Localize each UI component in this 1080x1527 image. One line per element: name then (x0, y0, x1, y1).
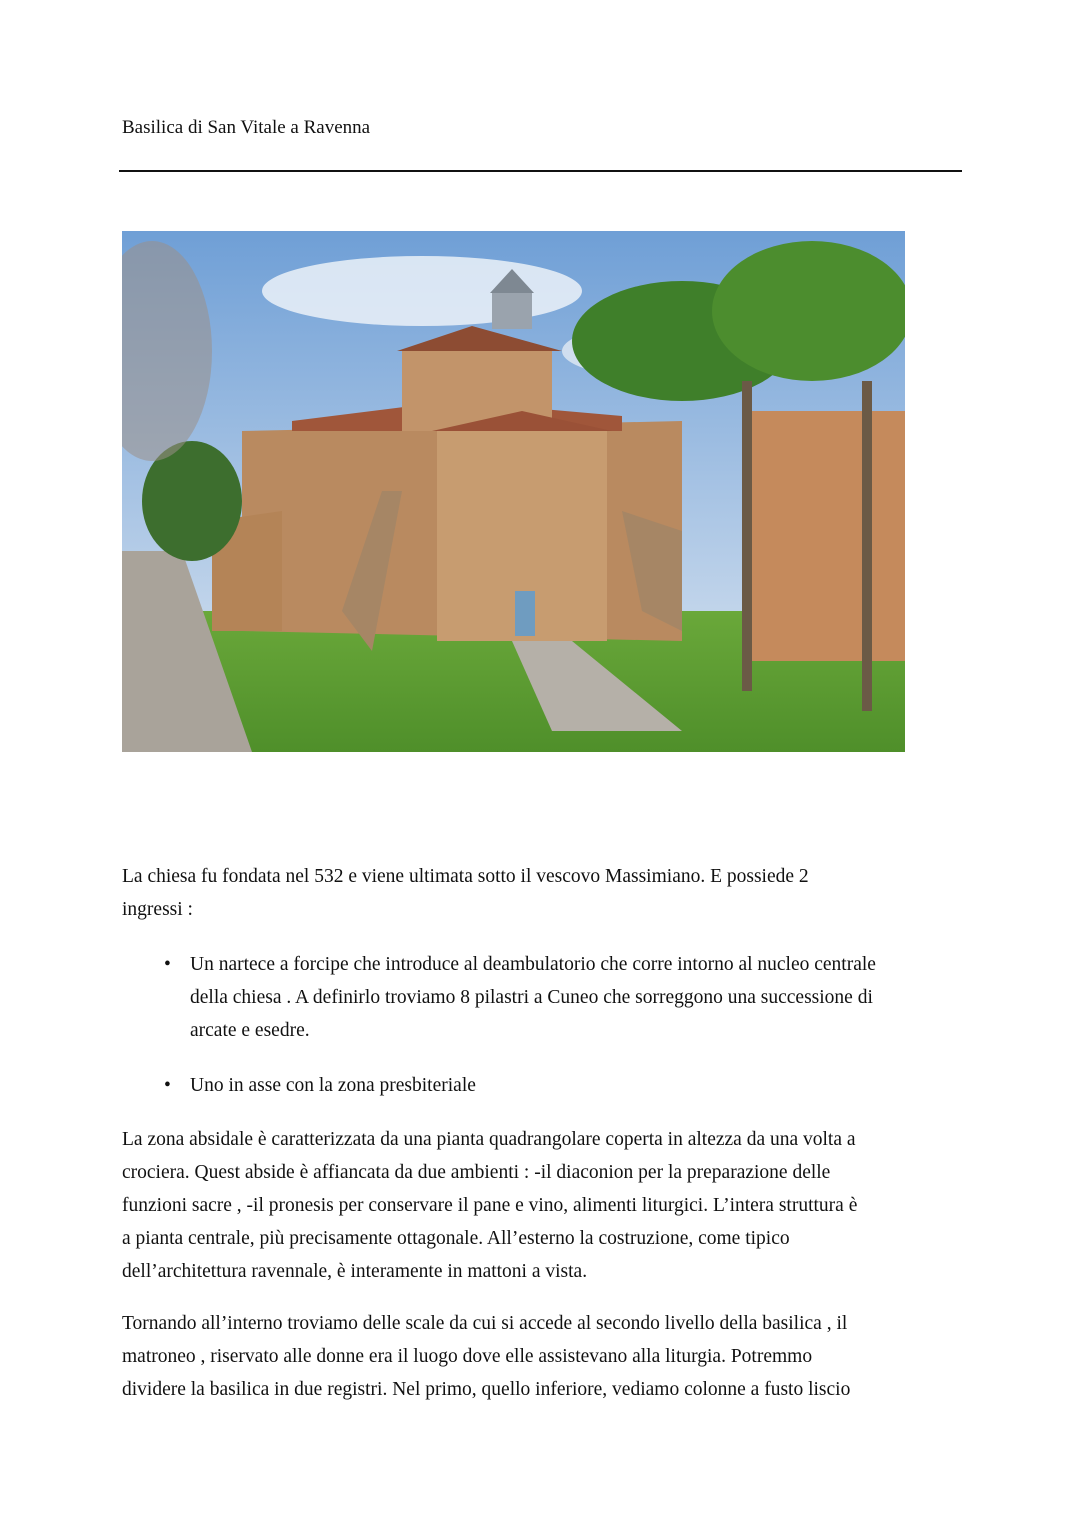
text-line: crociera. Quest abside è affiancata da due ambienti : -il diaconion per la preparazione delle (122, 1162, 831, 1183)
interior-paragraph (122, 1307, 850, 1406)
text-line: arcate e esedre. (190, 1020, 310, 1041)
intro-paragraph (122, 860, 809, 926)
text-line: dell’architettura ravennale, è interamente in mattoni a vista. (122, 1261, 588, 1282)
text-line: funzioni sacre , -il pronesis per conservare il pane e vino, alimenti liturgici. L’intera struttura è (122, 1195, 858, 1216)
text-line: Tornando all’interno troviamo delle scale da cui si accede al secondo livello della basilica , il (122, 1313, 848, 1334)
text-line: La chiesa fu fondata nel 532 e viene ultimata sotto il vescovo Massimiano. E possiede 2 (122, 866, 809, 887)
apse-paragraph (122, 1123, 857, 1288)
text-line: Uno in asse con la zona presbiteriale (190, 1075, 476, 1096)
text-line: La zona absidale è caratterizzata da una pianta quadrangolare coperta in altezza da una volta a (122, 1129, 856, 1150)
basilica-photo (122, 231, 905, 752)
text-line: dividere la basilica in due registri. Nel primo, quello inferiore, vediamo colonne a fusto liscio (122, 1379, 851, 1400)
bullet-icon: • (164, 954, 171, 975)
text-line: Un nartece a forcipe che introduce al deambulatorio che corre intorno al nucleo centrale (190, 954, 876, 975)
text-line: matroneo , riservato alle donne era il luogo dove elle assistevano alla liturgia. Potremmo (122, 1346, 813, 1367)
text-line: ingressi : (122, 899, 193, 920)
text-line: a pianta centrale, più precisamente ottagonale. All’esterno la costruzione, come tipico (122, 1228, 790, 1249)
document-title: Basilica di San Vitale a Ravenna (122, 117, 371, 138)
title-divider (119, 170, 962, 172)
text-line: della chiesa . A definirlo troviamo 8 pilastri a Cuneo che sorreggono una successione di (190, 987, 873, 1008)
bullet-icon: • (164, 1075, 171, 1096)
